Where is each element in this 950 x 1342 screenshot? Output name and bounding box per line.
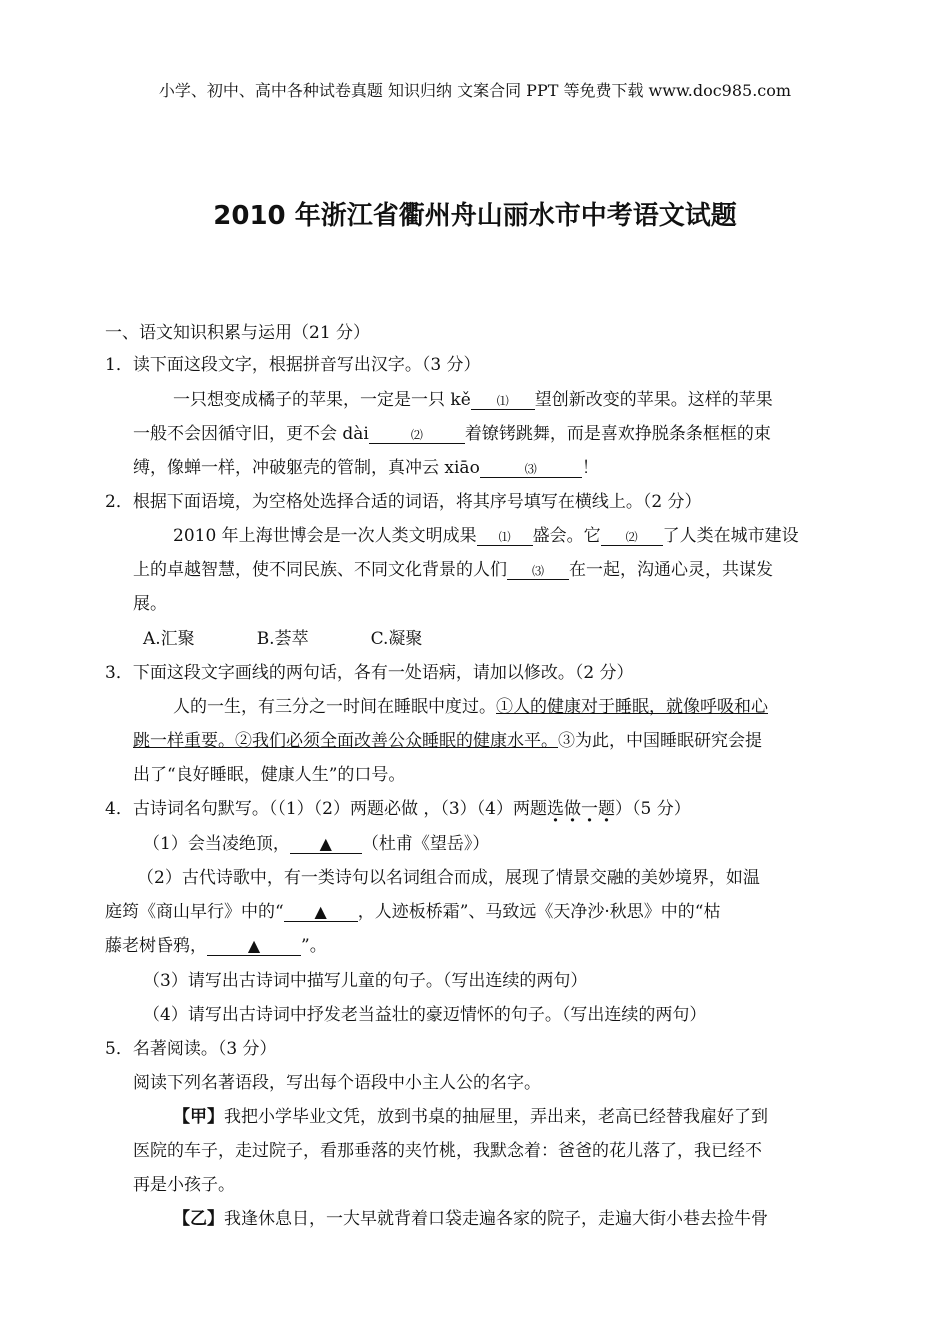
option-a: A.汇聚 [143,629,195,649]
q2-line3: 展。 [133,594,167,614]
q2-blank-3[interactable]: ⑶ [507,564,569,580]
q1-line2: 一般不会因循守旧，更不会 dài ⑵ 着镣铐跳舞，而是喜欢挣脱条条框框的束 [133,424,771,444]
q4-sub2-line3: 藤老树昏鸦， ▲ ”。 [105,936,327,956]
q5-jia-line3: 再是小孩子。 [133,1175,235,1195]
q3-line3: 出了“良好睡眠，健康人生”的口号。 [133,765,406,785]
q2-line1: 2010 年上海世博会是一次人类文明成果 ⑴ 盛会。它 ⑵ 了人类在城市建设 [173,526,799,546]
q5-jia-line2: 医院的车子，走过院子，看那垂落的夹竹桃，我默念着：爸爸的花儿落了，我已经不 [133,1141,762,1161]
q4-sub2-line1: （2）古代诗歌中，有一类诗句以名词组合而成，展现了情景交融的美妙境界，如温 [137,868,760,888]
q3-underlined-1: ①人的健康对于睡眠，就像呼吸和心 [496,697,768,717]
q5-yi-line1: 【乙】我逢休息日，一大早就背着口袋走遍各家的院子，走遍大街小巷去捡牛骨 [173,1209,768,1229]
option-b: B.荟萃 [256,629,309,649]
q4-sub3: （3）请写出古诗词中描写儿童的句子。（写出连续的两句） [143,971,588,991]
q1-line1: 一只想变成橘子的苹果，一定是一只 kě ⑴ 望创新改变的苹果。这样的苹果 [173,390,773,410]
tag-yi: 【乙】 [173,1209,224,1229]
q2-blank-2[interactable]: ⑵ [601,530,663,546]
q5-instruction: 阅读下列名著语段，写出每个语段中小主人公的名字。 [133,1073,541,1093]
triangle-icon: ▲ [247,936,261,955]
q3-line2: 跳一样重要。②我们必须全面改善公众睡眠的健康水平。③为此，中国睡眠研究会提 [133,731,762,751]
section-heading: 一、语文知识积累与运用（21 分） [105,323,371,343]
q2-blank-1[interactable]: ⑴ [477,530,533,546]
q5-stem: 5．名著阅读。（3 分） [105,1039,277,1059]
triangle-icon: ▲ [319,834,332,853]
q2-stem: 2．根据下面语境，为空格处选择合适的词语，将其序号填写在横线上。（2 分） [105,492,702,512]
q1-blank-2[interactable]: ⑵ [369,428,465,444]
q5-jia-line1: 【甲】我把小学毕业文凭，放到书桌的抽屉里，弄出来，老高已经替我雇好了到 [173,1107,768,1127]
q3-stem: 3．下面这段文字画线的两句话，各有一处语病，请加以修改。（2 分） [105,663,634,683]
page-title: 2010 年浙江省衢州舟山丽水市中考语文试题 [213,201,737,231]
q4-sub4: （4）请写出古诗词中抒发老当益壮的豪迈情怀的句子。（写出连续的两句） [143,1005,707,1025]
q4-blank-1[interactable] [290,836,362,854]
option-c: C.凝聚 [370,629,423,649]
q2-line2: 上的卓越智慧，使不同民族、不同文化背景的人们 ⑶ 在一起，沟通心灵，共谋发 [133,560,773,580]
q1-blank-1[interactable]: ⑴ [471,394,535,410]
q4-blank-3[interactable] [207,938,301,956]
q4-stem: 4．古诗词名句默写。（（1）（2）两题必做 ，（3）（4）两题选做一题）（5 分） [105,799,691,819]
q3-line1: 人的一生，有三分之一时间在睡眠中度过。①人的健康对于睡眠，就像呼吸和心 [173,697,768,717]
q2-options [143,624,422,649]
triangle-icon: ▲ [314,902,327,921]
q1-line3: 缚，像蝉一样，冲破躯壳的管制，真冲云 xiāo ⑶ ！ [133,458,599,478]
q1-stem: 1．读下面这段文字，根据拼音写出汉字。（3 分） [105,355,481,375]
q3-underlined-2: 跳一样重要。②我们必须全面改善公众睡眠的健康水平。 [133,731,558,751]
q4-sub1: （1）会当凌绝顶， ▲ （杜甫《望岳》） [143,834,490,854]
tag-jia: 【甲】 [173,1107,224,1127]
q4-sub2-line2: 庭筠《商山早行》中的“ ▲ ，人迹板桥霜”、马致远《天净沙·秋思》中的“枯 [105,902,721,922]
q4-blank-2[interactable] [284,904,358,922]
page-header: 小学、初中、高中各种试卷真题 知识归纳 文案合同 PPT 等免费下载 www.doc985.com [158,81,792,100]
q1-blank-3[interactable]: ⑶ [480,462,582,478]
